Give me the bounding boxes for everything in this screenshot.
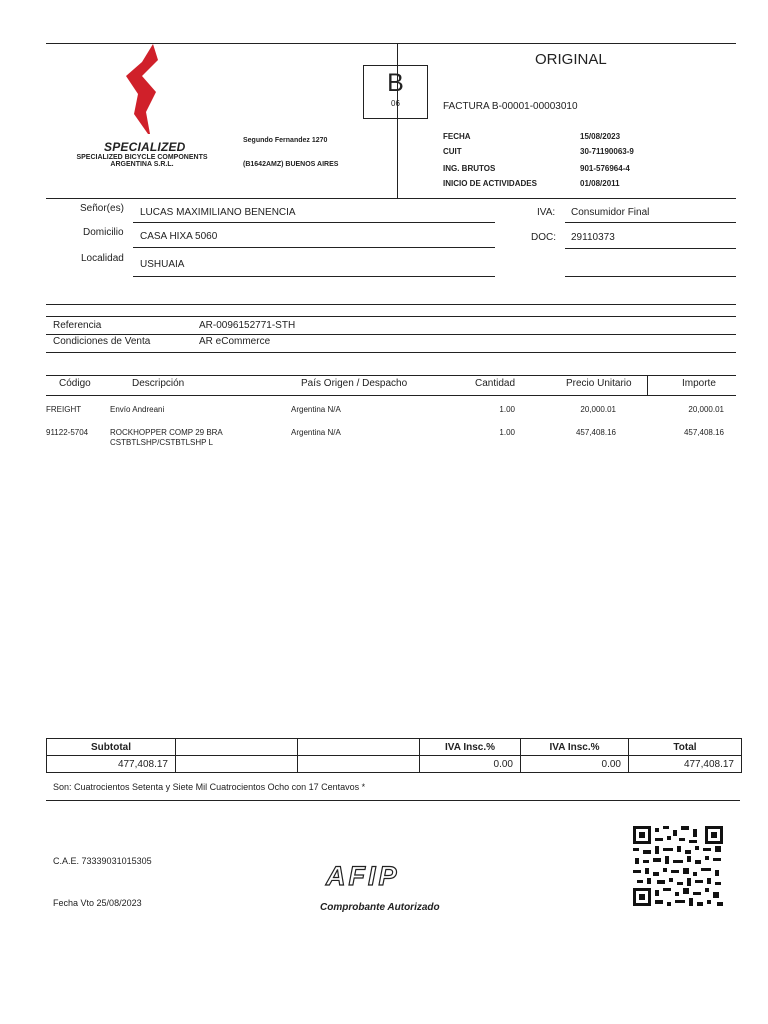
copy-label: ORIGINAL — [535, 51, 607, 68]
col-cantidad: Cantidad — [475, 378, 516, 389]
item-cantidad: 1.00 — [499, 405, 515, 414]
invoice-letter: B — [387, 69, 404, 97]
cae-value: 73339031015305 — [81, 856, 152, 866]
iva-label: IVA: — [537, 207, 556, 218]
fecha-vto-line — [53, 898, 142, 908]
totals-header-empty-2 — [298, 739, 420, 756]
info-value-ing-brutos: 901-576964-4 — [580, 164, 630, 173]
totals-values-row — [47, 756, 742, 773]
item-descripcion: Envío Andreani — [110, 405, 165, 414]
referencia-label: Referencia — [53, 320, 102, 331]
totals-value-iva-1: 0.00 — [420, 756, 521, 773]
totals-value-empty-2 — [298, 756, 420, 773]
col-pais: País Origen / Despacho — [301, 378, 408, 389]
totals-value-total: 477,408.17 — [629, 756, 742, 773]
item-precio: 457,408.16 — [575, 428, 616, 437]
localidad-value: USHUAIA — [140, 259, 185, 270]
factura-title — [443, 101, 578, 112]
cae-label: C.A.E. — [53, 856, 80, 866]
totals-header-total: Total — [629, 739, 742, 756]
info-label-fecha: FECHA — [443, 132, 471, 141]
localidad-label: Localidad — [81, 253, 124, 264]
item-codigo: 91122-5704 — [46, 428, 89, 437]
totals-table — [46, 738, 742, 773]
totals-value-iva-2: 0.00 — [521, 756, 629, 773]
totals-header-subtotal: Subtotal — [47, 739, 176, 756]
info-label-cuit: CUIT — [443, 147, 462, 156]
col-codigo: Código — [59, 378, 91, 389]
item-descripcion: ROCKHOPPER COMP 29 BRA — [110, 428, 223, 437]
afip-caption: Comprobante Autorizado — [320, 902, 440, 913]
col-importe: Importe — [682, 378, 716, 389]
invoice-letter-code: 06 — [391, 99, 400, 108]
info-value-fecha: 15/08/2023 — [580, 132, 621, 141]
cae-line — [53, 856, 152, 866]
item-codigo: FREIGHT — [46, 405, 82, 414]
info-label-ing-brutos: ING. BRUTOS — [443, 164, 496, 173]
doc-label: DOC: — [531, 232, 556, 243]
son-text: Son: Cuatrocientos Setenta y Siete Mil Cuatrocientos Ocho con 17 Centavos * — [53, 782, 366, 792]
factura-number: B-00001-00003010 — [491, 101, 578, 112]
item-cantidad: 1.00 — [499, 428, 515, 437]
senor-label: Señor(es) — [80, 203, 124, 214]
qr-code-icon — [633, 826, 723, 906]
totals-header-iva-2: IVA Insc.% — [521, 739, 629, 756]
totals-value-empty-1 — [176, 756, 298, 773]
fecha-vto-value: 25/08/2023 — [96, 898, 142, 908]
totals-value-subtotal: 477,408.17 — [47, 756, 176, 773]
col-precio: Precio Unitario — [566, 378, 632, 389]
item-importe: 20,000.01 — [688, 405, 724, 414]
condiciones-label: Condiciones de Venta — [53, 336, 151, 347]
factura-label: FACTURA — [443, 101, 490, 112]
specialized-logo — [120, 42, 170, 138]
domicilio-label: Domicilio — [83, 227, 124, 238]
totals-header-iva-1: IVA Insc.% — [420, 739, 521, 756]
iva-value: Consumidor Final — [571, 207, 650, 218]
address-line-2: (B1642AMZ) BUENOS AIRES — [243, 161, 339, 168]
company-name: SPECIALIZED BICYCLE COMPONENTS ARGENTINA S.R.L. — [76, 154, 208, 168]
address-line-1: Segundo Fernandez 1270 — [243, 137, 328, 144]
totals-header-empty-1 — [176, 739, 298, 756]
brand-wordmark: SPECIALIZED — [104, 140, 186, 154]
doc-value: 29110373 — [571, 232, 615, 243]
totals-header-row — [47, 739, 742, 756]
senor-value: LUCAS MAXIMILIANO BENENCIA — [140, 207, 296, 218]
referencia-value: AR-0096152771-STH — [199, 320, 296, 331]
info-value-cuit: 30-71190063-9 — [580, 147, 634, 156]
item-pais: Argentina N/A — [291, 405, 341, 414]
info-label-inicio: INICIO DE ACTIVIDADES — [443, 179, 537, 188]
item-descripcion-2: CSTBTLSHP/CSTBTLSHP L — [110, 438, 213, 447]
item-importe: 457,408.16 — [683, 428, 724, 437]
item-pais: Argentina N/A — [291, 428, 341, 437]
info-value-inicio: 01/08/2011 — [580, 179, 620, 188]
item-precio: 20,000.01 — [580, 405, 616, 414]
condiciones-value: AR eCommerce — [199, 336, 271, 347]
invoice-letter-box — [363, 65, 428, 119]
domicilio-value: CASA HIXA 5060 — [140, 231, 218, 242]
afip-logo: AFIP — [326, 861, 400, 891]
fecha-vto-label: Fecha Vto — [53, 898, 95, 908]
col-descripcion: Descripción — [132, 378, 185, 389]
